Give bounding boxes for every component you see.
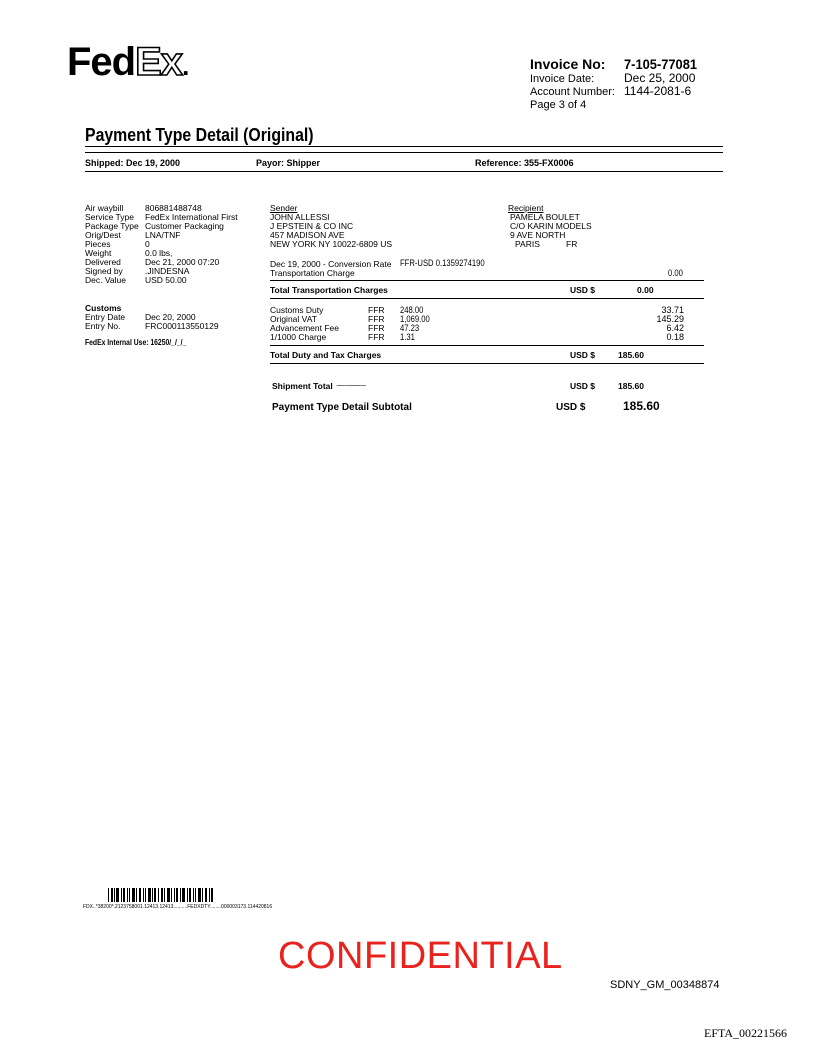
payor: Payor: Shipper	[256, 158, 321, 168]
reference: Reference: 355-FX0006	[475, 158, 574, 168]
duty-foreign: 47.23	[400, 323, 420, 333]
duty-total-rule	[270, 363, 704, 364]
duty-total-label: Total Duty and Tax Charges	[270, 350, 382, 360]
shipment-total-dots: ...............................	[336, 381, 366, 388]
sender-heading: Sender	[270, 203, 298, 213]
shipment-total-currency: USD $	[570, 381, 596, 391]
info-label: Weight	[85, 248, 112, 258]
duty-foreign: 248.00	[400, 305, 424, 315]
recipient-line: C/O KARIN MODELS	[510, 221, 592, 231]
info-value: .JINDESNA	[145, 266, 190, 276]
confidential-stamp: CONFIDENTIAL	[278, 935, 563, 977]
subtotal-label: Payment Type Detail Subtotal	[272, 402, 412, 413]
duty-rule	[270, 345, 704, 346]
efta-number: EFTA_00221566	[704, 1026, 788, 1040]
customs-value: Dec 20, 2000	[145, 312, 196, 322]
recipient-country: FR	[566, 239, 578, 249]
barcode-text: FDX..*38200*.2123758001.12413.12413..........FEDXDTY........000003173.114420816	[83, 904, 273, 910]
info-label: Air waybill	[85, 203, 124, 213]
logo-ex: Ex	[135, 40, 183, 84]
info-label: Orig/Dest	[85, 230, 121, 240]
shipped-date: Shipped: Dec 19, 2000	[85, 158, 181, 168]
invoice-date: Dec 25, 2000	[624, 71, 696, 85]
recipient-city: PARIS	[515, 239, 540, 249]
duty-usd: 6.42	[666, 323, 684, 333]
logo-dot: .	[182, 51, 189, 81]
recipient-line: PAMELA BOULET	[510, 212, 580, 222]
customs-value: FRC000113550129	[145, 321, 219, 331]
title-rule-1	[85, 146, 723, 147]
duty-label: 1/1000 Charge	[270, 332, 327, 342]
info-value: Dec 21, 2000 07:20	[145, 257, 220, 267]
shipment-total-label: Shipment Total	[272, 381, 333, 391]
info-value: 0	[145, 239, 150, 249]
customs-heading: Customs	[85, 303, 122, 313]
info-value: FedEx International First	[145, 212, 238, 222]
info-label: Service Type	[85, 212, 134, 222]
duty-currency: FFR	[368, 332, 385, 342]
transport-total: 0.00	[637, 285, 654, 295]
transport-total-rule	[270, 298, 704, 299]
invoice-date-label: Invoice Date:	[530, 73, 595, 85]
info-label: Signed by	[85, 266, 123, 276]
duty-usd: 145.29	[656, 314, 684, 324]
title-rule-2	[85, 152, 723, 153]
customs-label: Entry Date	[85, 312, 126, 322]
info-label: Dec. Value	[85, 275, 126, 285]
header-rule	[85, 171, 723, 172]
duty-foreign: 1.31	[400, 332, 415, 342]
shipment-total-amount: 185.60	[618, 381, 644, 391]
logo-fed: Fed	[67, 40, 136, 84]
sender-line: JOHN ALLESSI	[270, 212, 330, 222]
duty-label: Advancement Fee	[270, 323, 339, 333]
bates-number: SDNY_GM_00348874	[610, 979, 720, 991]
recipient-heading: Recipient	[508, 203, 544, 213]
info-label: Pieces	[85, 239, 111, 249]
sender-line: J EPSTEIN & CO INC	[270, 221, 354, 231]
transport-label: Transportation Charge	[270, 268, 355, 278]
barcode	[108, 888, 214, 902]
subtotal-amount: 185.60	[623, 399, 660, 413]
barcode-graphic	[108, 888, 214, 902]
info-value: 806881488748	[145, 203, 202, 213]
subtotal-currency: USD $	[556, 402, 586, 413]
fedex-logo	[67, 40, 188, 85]
info-value: LNA/TNF	[145, 230, 181, 240]
sender-line: 457 MADISON AVE	[270, 230, 345, 240]
account-number-label: Account Number:	[530, 86, 615, 98]
conversion-text: Dec 19, 2000 - Conversion Rate	[270, 259, 392, 269]
conversion-rate: FFR-USD 0.1359274190	[400, 258, 485, 268]
duty-total-amount: 185.60	[618, 350, 644, 360]
transport-rule	[270, 280, 704, 281]
internal-use: FedEx Internal Use: 16250/_/_/_	[85, 338, 187, 347]
account-number: 1144-2081-6	[624, 84, 692, 98]
duty-label: Original VAT	[270, 314, 317, 324]
sender-line: NEW YORK NY 10022-6809 US	[270, 239, 393, 249]
recipient-line: 9 AVE NORTH	[510, 230, 566, 240]
info-label: Delivered	[85, 257, 121, 267]
duty-currency: FFR	[368, 323, 385, 333]
invoice-number-label: Invoice No:	[530, 56, 606, 72]
duty-currency: FFR	[368, 305, 385, 315]
duty-total-currency: USD $	[570, 350, 596, 360]
invoice-number: 7-105-77081	[624, 56, 698, 72]
transport-total-label: Total Transportation Charges	[270, 285, 388, 295]
info-value: USD 50.00	[145, 275, 187, 285]
page-title: Payment Type Detail (Original)	[85, 125, 314, 145]
duty-foreign: 1,069.00	[400, 314, 430, 324]
customs-label: Entry No.	[85, 321, 121, 331]
info-value: Customer Packaging	[145, 221, 224, 231]
duty-label: Customs Duty	[270, 305, 324, 315]
info-label: Package Type	[85, 221, 139, 231]
duty-usd: 0.18	[666, 332, 684, 342]
duty-usd: 33.71	[661, 305, 684, 315]
transport-currency: USD $	[570, 285, 596, 295]
page-indicator: Page 3 of 4	[530, 99, 587, 111]
transport-amount: 0.00	[668, 268, 683, 278]
info-value: 0.0 lbs,	[145, 248, 173, 258]
duty-currency: FFR	[368, 314, 385, 324]
